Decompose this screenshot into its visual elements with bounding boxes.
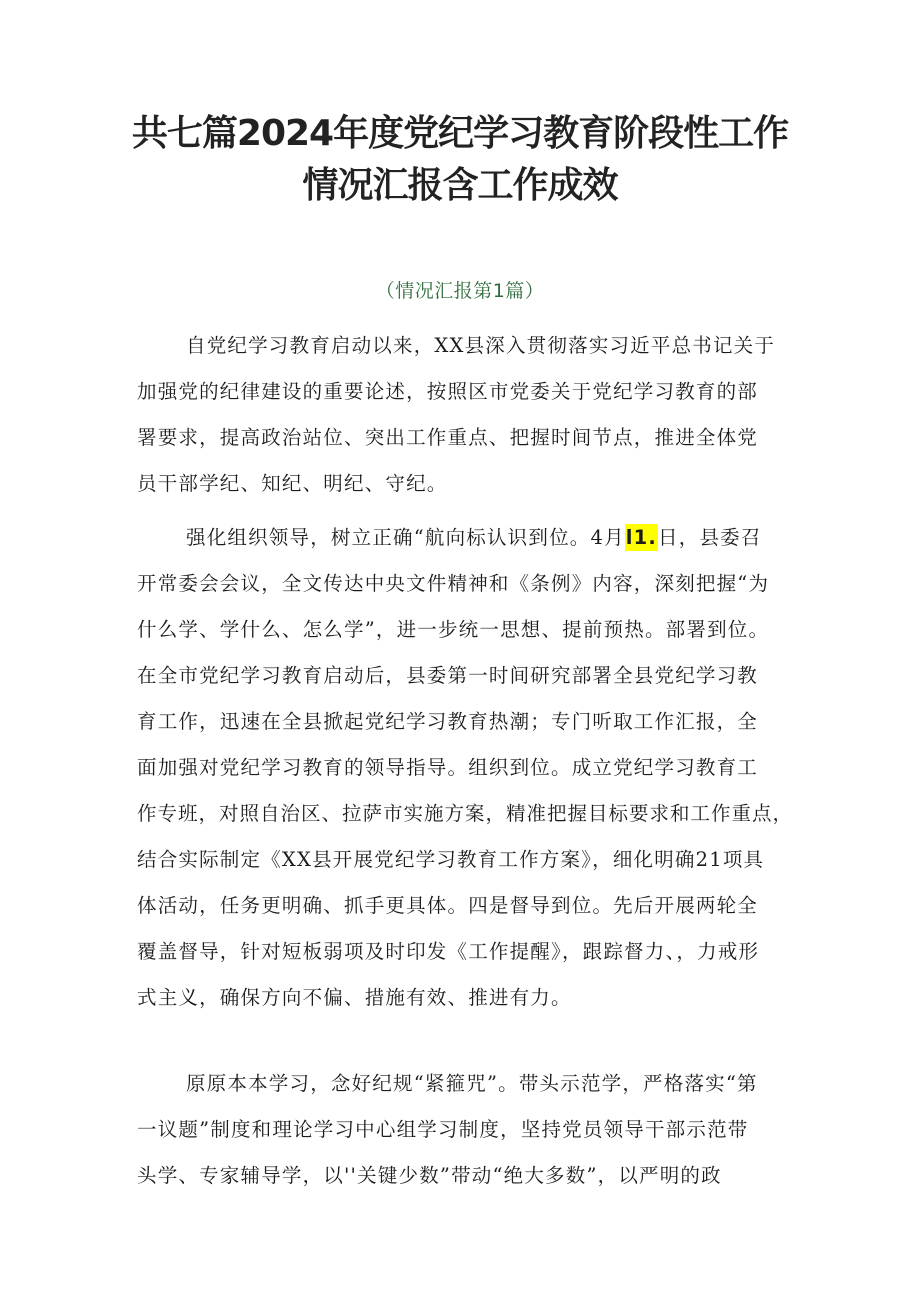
paragraph-3-line: 头学、专家辅导学，以''关键少数”带动“绝大多数”，以严明的政 <box>137 1164 722 1187</box>
paragraph-2-line: 面加强对党纪学习教育的领导指导。组织到位。成立党纪学习教育工 <box>137 756 759 779</box>
paragraph-2-line: 育工作，迅速在全县掀起党纪学习教育热潮；专门听取工作汇报，全 <box>137 710 759 733</box>
paragraph-2-line: 体活动，任务更明确、抓手更具体。四是督导到位。先后开展两轮全 <box>137 894 759 917</box>
paragraph-2-line: 在全市党纪学习教育启动后，县委第一时间研究部署全县党纪学习教 <box>137 664 759 687</box>
highlighted-date: l1. <box>625 526 658 549</box>
paragraph-2-line: 覆盖督导，针对短板弱项及时印发《工作提醒》，跟踪督力、，力戒形 <box>137 940 760 963</box>
document-title-line-2: 情况汇报含工作成效 <box>302 165 618 206</box>
paragraph-2-line: 什么学、学什么、怎么学”，进一步统一思想、提前预热。部署到位。 <box>137 618 770 641</box>
paragraph-1-line: 加强党的纪律建设的重要论述，按照区市党委关于党纪学习教育的部 <box>137 380 759 403</box>
section-subheading: （情况汇报第1篇） <box>375 280 545 302</box>
paragraph-2-line: 作专班，对照自治区、拉萨市实施方案，精准把握目标要求和工作重点， <box>137 802 794 825</box>
paragraph-1-line: 自党纪学习教育启动以来，XX县深入贯彻落实习近平总书记关于 <box>186 334 776 357</box>
paragraph-2-text: 日，县委召 <box>658 526 762 549</box>
paragraph-1-line: 员干部学纪、知纪、明纪、守纪。 <box>137 472 448 495</box>
paragraph-2-line: 开常委会会议，全文传达中央文件精神和《条例》内容，深刻把握“为 <box>137 572 770 595</box>
paragraph-3-line: 原原本本学习，念好纪规“紧箍咒”。带头示范学，严格落实“第 <box>186 1072 758 1095</box>
paragraph-2-line: 结合实际制定《XX县开展党纪学习教育工作方案》，细化明确21项具 <box>137 848 765 871</box>
paragraph-2-line: 式主义，确保方向不偏、措施有效、推进有力。 <box>137 986 572 1009</box>
paragraph-3-line: 一议题”制度和理论学习中心组学习制度，坚持党员领导干部示范带 <box>137 1118 749 1141</box>
paragraph-2-text: 强化组织领导，树立正确“航向标认识到位。4月 <box>186 526 625 549</box>
paragraph-1-line: 署要求，提高政治站位、突出工作重点、把握时间节点，推进全体党 <box>137 426 759 449</box>
document-title-line-1: 共七篇2024年度党纪学习教育阶段性工作 <box>131 113 789 154</box>
paragraph-2-line <box>186 526 797 550</box>
